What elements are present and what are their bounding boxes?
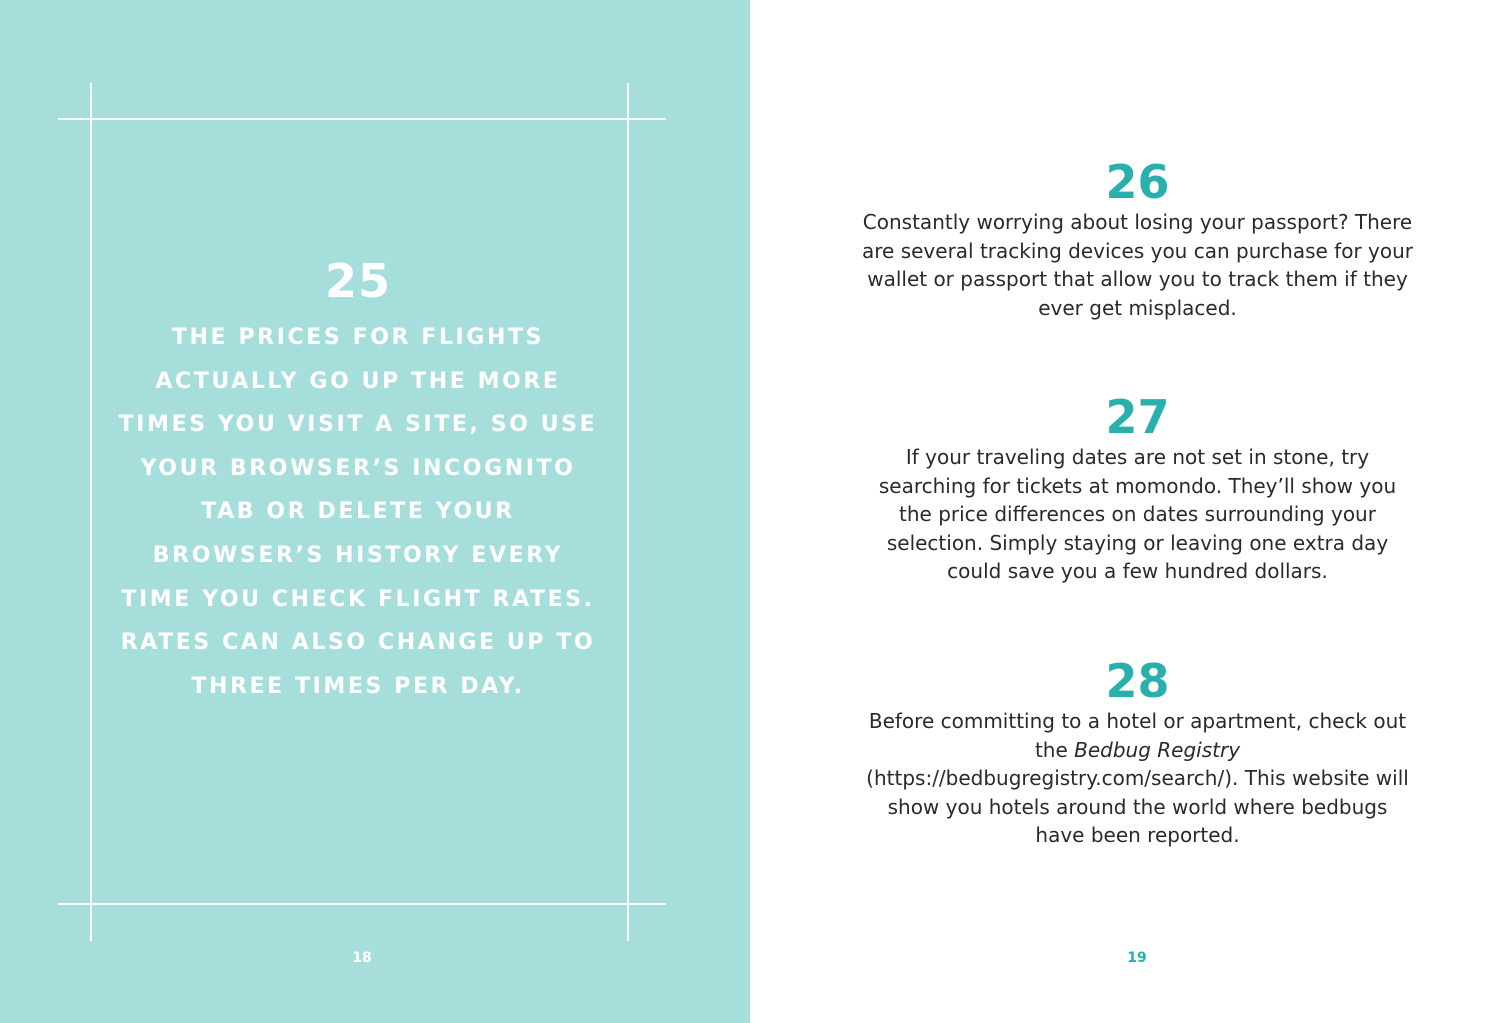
frame-top-line — [58, 118, 666, 120]
tip-28 — [860, 655, 1415, 850]
tip-text-after: (https://bedbugregistry.com/search/). This website will show you hotels around the world where bedbugs have been reported. — [866, 766, 1409, 847]
tip-number: 28 — [1105, 654, 1170, 708]
page-number: 18 — [352, 950, 372, 966]
tip-number: 27 — [1105, 390, 1170, 444]
tip-text — [860, 707, 1415, 850]
frame-left-line — [90, 83, 92, 941]
tip-text: THE PRICES FOR FLIGHTS ACTUALLY GO UP THE MORE TIMES YOU VISIT A SITE, SO USE YOUR BROWSER’S INCOGNITO TAB OR DELETE YOUR BROWSER’S HISTORY EVERY TIME YOU CHECK FLIGHT RATES. RATES CAN ALSO CHANGE UP TO THREE TIMES PER DAY. — [118, 325, 598, 699]
tip-text: Constantly worrying about losing your passport? There are several tracking devices you can purchase for your wallet or passport that allow you to track them if they ever get misplaced. — [862, 210, 1413, 320]
right-page — [750, 0, 1500, 1023]
tip-text-before: Before committing to a hotel or apartment, check out the — [868, 709, 1407, 762]
tip-number: 26 — [1105, 155, 1170, 209]
tip-26 — [860, 156, 1415, 322]
frame-right-line — [627, 83, 629, 941]
frame-bottom-line — [58, 903, 666, 905]
tip-27 — [860, 391, 1415, 586]
tip-text: If your traveling dates are not set in stone, try searching for tickets at momondo. They’ll show you the price differences on dates surrounding your selection. Simply staying or leaving one extra day could save you a few hundred dollars. — [878, 445, 1397, 583]
page-number: 19 — [1127, 950, 1147, 966]
tip-number: 25 — [324, 254, 391, 308]
bedbug-registry-title: Bedbug Registry — [1074, 737, 1241, 762]
